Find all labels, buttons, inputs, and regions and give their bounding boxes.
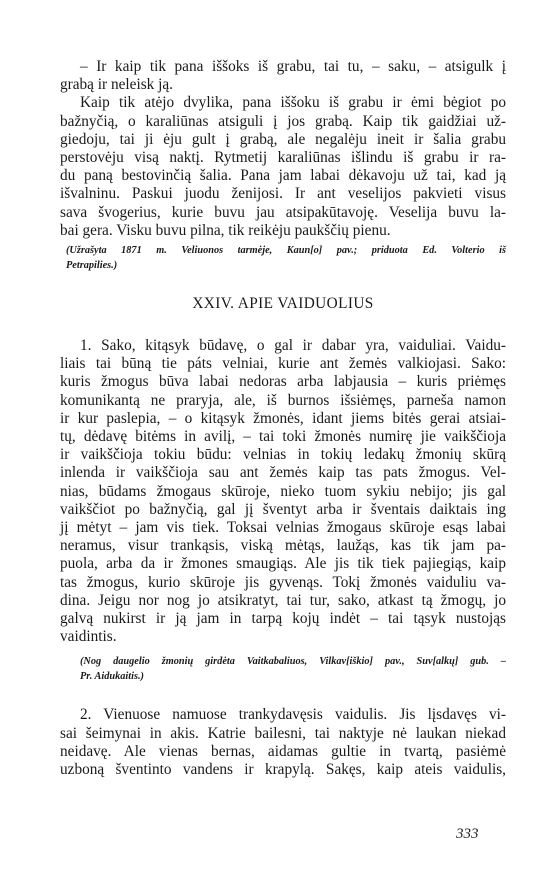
text-line: išvalninu. Paskui juodu ženijosi. Ir ant veselijos pakvieti visus bbox=[60, 185, 506, 203]
text-line: ir kur paslepia, – o kitąsyk žmonės, idant jiems bitės gerai atsiai- bbox=[60, 409, 506, 427]
text-line: ir vaikščioja tokiu būdu: velnias in tokių ledakų žmonių skūrą bbox=[60, 446, 506, 464]
book-page bbox=[60, 58, 506, 779]
text-line: dina. Jeigu nor nog jo atsikratyt, tai tur, sako, atkast tą žmogų, jo bbox=[60, 591, 506, 609]
note-line: Pr. Aidukaitis.) bbox=[80, 671, 144, 683]
text-line: 1. Sako, kitąsyk būdavę, o gal ir dabar yra, vaiduliai. Vaidu- bbox=[80, 337, 506, 355]
text-line: inlenda ir vaikščioja sau ant žemės kaip tas pats žmogus. Vel- bbox=[60, 464, 506, 482]
section-heading: XXIV. APIE VAIDUOLIUS bbox=[192, 295, 374, 313]
text-line: – Ir kaip tik pana iššoks iš grabu, tai tu, – saku, – atsigulk į bbox=[80, 58, 506, 75]
text-line: grabą ir neleisk ją. bbox=[60, 76, 173, 94]
note-line: Petrapilies.) bbox=[66, 260, 118, 272]
text-line: liais tai būną tie páts velniai, kurie ant žemės valkiojasi. Sako: bbox=[60, 355, 506, 373]
text-line: uzboną šventinto vandens ir krapylą. Sakęs, kaip ateis vaidulis, bbox=[60, 761, 506, 779]
text-line: Kaip tik atėjo dvylika, pana iššoku iš grabu ir ėmi bėgiot po bbox=[80, 94, 506, 112]
text-line: neramus, visur trankąsis, viską mėtąs, laužąs, kas tik jam pa- bbox=[60, 537, 506, 555]
text-line: tas žmogus, kurio skūroje jis gyvenąs. Tokį žmonės vaiduliu va- bbox=[60, 573, 506, 591]
source-note bbox=[60, 654, 506, 684]
text-line: jį mėtyt – jam vis tiek. Toksai velnias žmogaus skūroje esąs labai bbox=[60, 519, 506, 537]
source-note bbox=[60, 243, 506, 273]
text-line: sai šeimynai in akis. Katrie bailesni, tai naktyje nė laukan niekad bbox=[60, 724, 506, 742]
text-line: vaikščiot po bažnyčią, gal jį šventyt arba ir šventais daiktais ing bbox=[60, 500, 506, 518]
text-line: komunikantą ne praryja, ale, iš burnos išsiėmęs, parneša namon bbox=[60, 391, 506, 409]
text-line: galvą nukirst ir ją jam in tarpą kojų indėt – tai tąsyk nustojąs bbox=[60, 610, 506, 628]
paragraph bbox=[60, 58, 506, 94]
text-line: giedoju, tai ji ėju gult į grabą, ale negalėju ineit ir šalia grabu bbox=[60, 130, 506, 148]
text-line: bažnyčią, o karaliūnas atsiguli į jos grabą. Kaip tik gaidžiai už- bbox=[60, 112, 506, 130]
text-line: puola, arba da ir žmones smaugiąs. Ale jis tik tiek pajiegiąs, kaip bbox=[60, 555, 506, 573]
text-line: neidavę. Ale vienas bernas, aidamas gultie in tvartą, pasiėmė bbox=[60, 742, 506, 760]
paragraph bbox=[60, 94, 506, 240]
page-number: 333 bbox=[456, 826, 479, 842]
text-line: 2. Vienuose namuose trankydavęsis vaidulis. Jis lįsdavęs vi- bbox=[80, 706, 506, 724]
note-line: (Užrašyta 1871 m. Veliuonos tarmėje, Kaun[o] pav.; priduota Ed. Volterio iš bbox=[66, 245, 506, 257]
paragraph bbox=[60, 706, 506, 779]
text-line: vaidintis. bbox=[60, 628, 117, 646]
text-line: du paną bestovinčią šalia. Pana jam labai dėkavoju už tai, kad ją bbox=[60, 167, 506, 185]
text-line: bai gera. Visku buvu pilna, tik reikėju paukščių pienu. bbox=[60, 221, 391, 239]
text-line: tų, dėdavę bitėms in avilį, – tai toki žmonės numirę jie vaikščioja bbox=[60, 428, 506, 446]
text-line: kuris žmogus būva labai nedoras arba labjausia – kuris priėmęs bbox=[60, 373, 506, 391]
paragraph bbox=[60, 337, 506, 646]
note-line: (Nog daugelio žmonių girdėta Vaitkabaliuos, Vilkav[iškio] pav., Suv[alkų] gub. – bbox=[80, 656, 506, 668]
text-line: perstovėju visą naktį. Rytmetij karaliūnas išlindu iš grabu ir ra- bbox=[60, 149, 506, 167]
text-line: sava švogerius, kurie buvu jau atsipakūtavoję. Veselija buvu la- bbox=[60, 203, 506, 221]
text-line: nias, būdams žmogaus skūroje, nieko tuom sykiu nebijo; jis gal bbox=[60, 482, 506, 500]
